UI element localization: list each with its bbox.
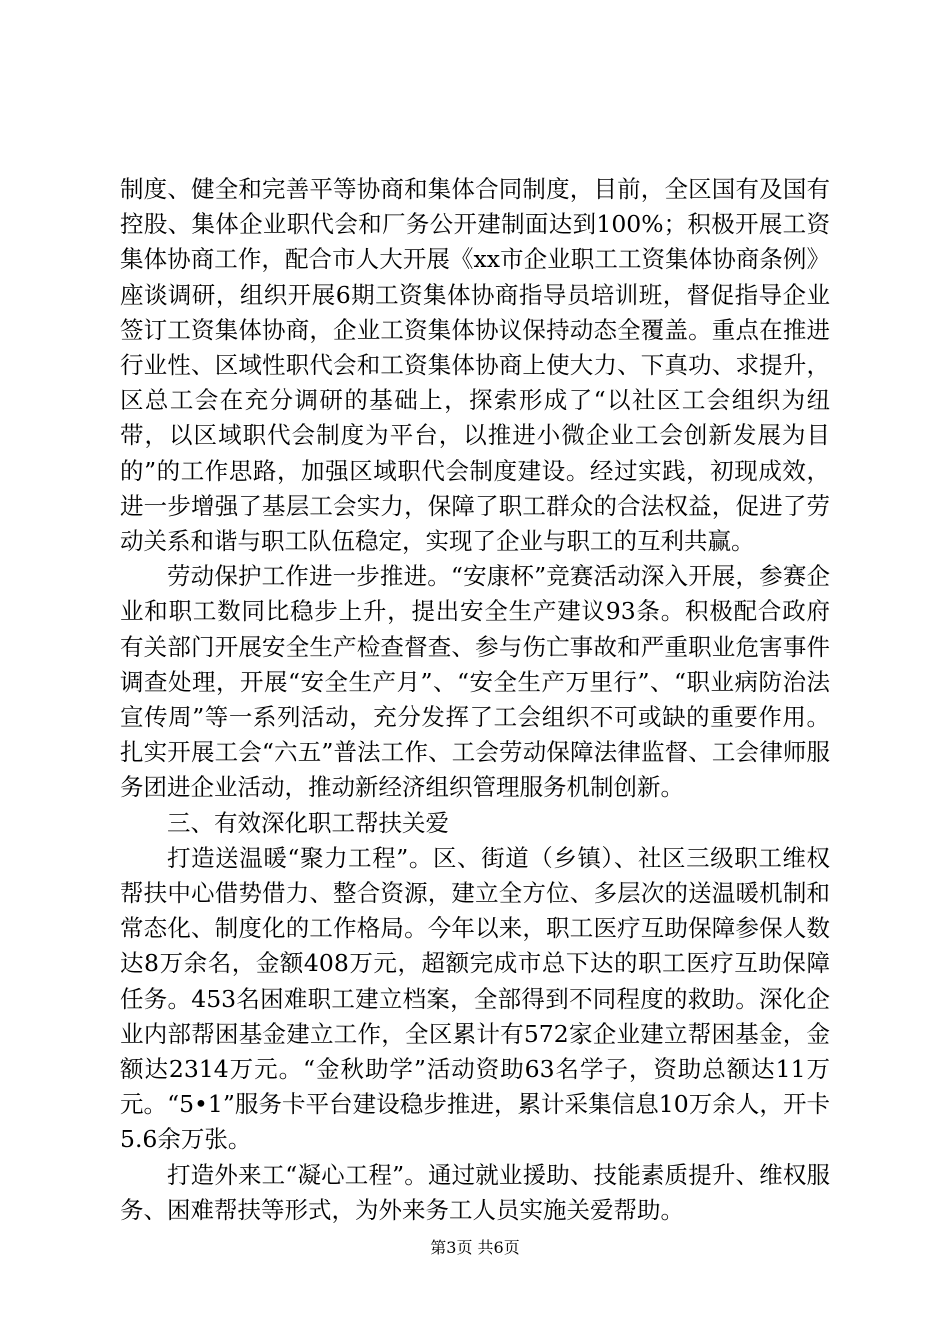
paragraph-3: 打造送温暖“聚力工程”。区、街道（乡镇）、社区三级职工维权帮扶中心借势借力、整合资源，建立全方位、多层次的送温暖机制和常态化、制度化的工作格局。今年以来，职工医疗互助保障参保人数达8万余名，金额408万元，超额完成市总下达的职工医疗互助保障任务。453名困难职工建立档案，全部得到不同程度的救助。深化企业内部帮困基金建立工作，全区累计有572家企业建立帮困基金，金额达2314万元。“金秋助学”活动资助63名学子，资助总额达11万元。“5•1”服务卡平台建设稳步推进，累计采集信息10万余人，开卡5.6余万张。 [120,843,830,1154]
paragraph-1: 制度、健全和完善平等协商和集体合同制度，目前，全区国有及国有控股、集体企业职代会和厂务公开建制面达到100%；积极开展工资集体协商工作，配合市人大开展《xx市企业职工工资集体协商条例》座谈调研，组织开展6期工资集体协商指导员培训班，督促指导企业签订工资集体协商，企业工资集体协议保持动态全覆盖。重点在推进行业性、区域性职代会和工资集体协商上使大力、下真功、求提升，区总工会在充分调研的基础上，探索形成了“以社区工会组织为纽带，以区域职代会制度为平台，以推进小微企业工会创新发展为目的”的工作思路，加强区域职代会制度建设。经过实践，初现成效，进一步增强了基层工会实力，保障了职工群众的合法权益，促进了劳动关系和谐与职工队伍稳定，实现了企业与职工的互利共赢。 [120,175,830,556]
document-body [120,172,830,1228]
paragraph-2: 劳动保护工作进一步推进。“安康杯”竞赛活动深入开展，参赛企业和职工数同比稳步上升，提出安全生产建议93条。积极配合政府有关部门开展安全生产检查督查、参与伤亡事故和严重职业危害事件调查处理，开展“安全生产月”、“安全生产万里行”、“职业病防治法宣传周”等一系列活动，充分发挥了工会组织不可或缺的重要作用。扎实开展工会“六五”普法工作、工会劳动保障法律监督、工会律师服务团进企业活动，推动新经济组织管理服务机制创新。 [120,562,830,802]
section-heading: 三、有效深化职工帮扶关爱 [167,808,449,837]
page-footer: 第3页 共6页 [430,1238,520,1257]
paragraph-4: 打造外来工“凝心工程”。通过就业援助、技能素质提升、维权服务、困难帮扶等形式，为外来务工人员实施关爱帮助。 [120,1160,830,1224]
